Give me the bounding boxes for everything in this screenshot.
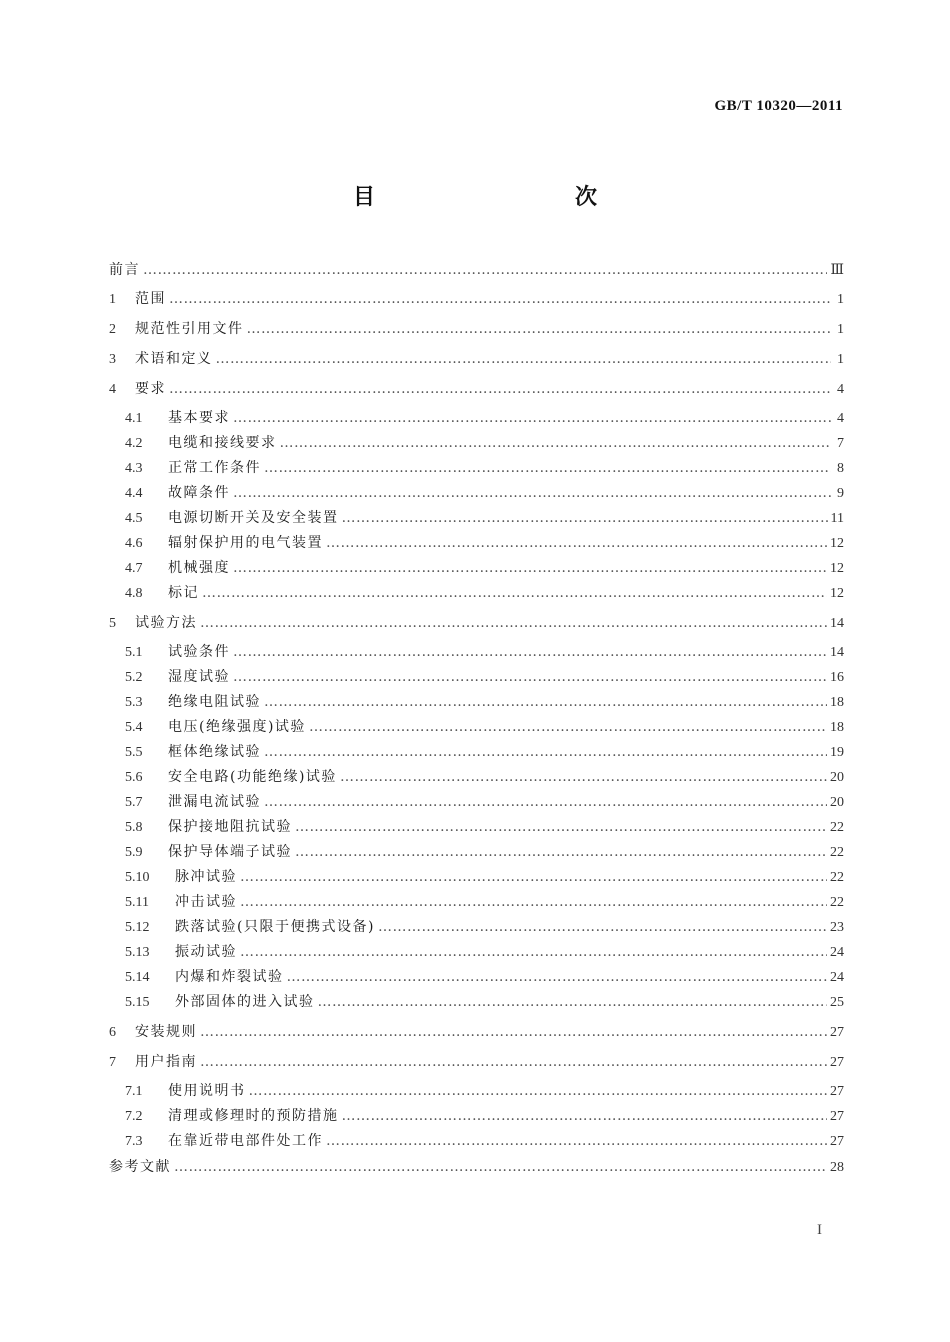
toc-entry[interactable] — [109, 665, 844, 690]
toc-entry-page: 1 — [837, 322, 844, 337]
toc-entry-page: 28 — [830, 1160, 844, 1175]
toc-entry-number: 5.12 — [125, 920, 150, 935]
toc-entry-page: 4 — [837, 411, 844, 426]
toc-entry-page: 1 — [837, 352, 844, 367]
toc-entry-label: 电缆和接线要求 — [168, 435, 277, 451]
toc-entry-label: 清理或修理时的预防措施 — [168, 1108, 339, 1124]
toc-leader-dots — [233, 640, 827, 665]
toc-entry[interactable] — [109, 790, 844, 815]
toc-entry-label: 正常工作条件 — [168, 460, 261, 476]
toc-entry-number: 4.2 — [125, 436, 143, 451]
toc-leader-dots — [233, 556, 827, 581]
toc-entry-page: 12 — [830, 536, 844, 551]
toc-entry-label: 内爆和炸裂试验 — [175, 969, 284, 985]
toc-entry-number: 1 — [109, 292, 116, 307]
toc-entry[interactable] — [109, 258, 844, 283]
toc-entry-number: 5.13 — [125, 945, 150, 960]
toc-entry-number: 6 — [109, 1025, 116, 1040]
toc-entry-page: 23 — [830, 920, 844, 935]
toc-entry-label: 试验条件 — [168, 644, 230, 660]
toc-leader-dots — [169, 377, 831, 402]
toc-entry-page: 9 — [837, 486, 844, 501]
toc-entry-number: 5.5 — [125, 745, 143, 760]
toc-leader-dots — [264, 740, 827, 765]
toc-leader-dots — [240, 890, 827, 915]
toc-entry-page: 14 — [830, 616, 844, 631]
toc-entry-page: 27 — [830, 1055, 844, 1070]
toc-leader-dots — [247, 317, 832, 342]
toc-leader-dots — [280, 431, 832, 456]
toc-entry-label: 泄漏电流试验 — [168, 794, 261, 810]
toc-entry-page: 22 — [830, 870, 844, 885]
toc-entry-page: 24 — [830, 945, 844, 960]
toc-entry-label: 试验方法 — [135, 615, 197, 631]
toc-entry-label: 安全电路(功能绝缘)试验 — [168, 769, 337, 785]
toc-entry[interactable] — [109, 1079, 844, 1104]
toc-leader-dots — [264, 790, 827, 815]
toc-entry-number: 5 — [109, 616, 116, 631]
toc-entry-label: 框体绝缘试验 — [168, 744, 261, 760]
toc-entry-page: 11 — [830, 511, 844, 526]
toc-entry[interactable] — [109, 406, 844, 431]
toc-entry-number: 5.10 — [125, 870, 150, 885]
toc-leader-dots — [264, 456, 831, 481]
toc-entry-label: 前言 — [109, 262, 140, 278]
toc-entry[interactable] — [109, 865, 844, 890]
toc-entry-number: 4.6 — [125, 536, 143, 551]
toc-leader-dots — [233, 665, 827, 690]
toc-entry[interactable] — [109, 915, 844, 940]
toc-entry-label: 保护接地阻抗试验 — [168, 819, 292, 835]
toc-entry-page: 22 — [830, 845, 844, 860]
toc-entry-page: 12 — [830, 586, 844, 601]
toc-entry-label: 电源切断开关及安全装置 — [168, 510, 339, 526]
toc-entry[interactable] — [109, 506, 844, 531]
toc-entry[interactable] — [109, 581, 844, 606]
toc-entry[interactable] — [109, 965, 844, 990]
toc-entry-number: 5.2 — [125, 670, 143, 685]
toc-entry[interactable] — [109, 715, 844, 740]
toc-entry-page: 1 — [837, 292, 844, 307]
toc-entry-label: 规范性引用文件 — [135, 321, 244, 337]
toc-entry[interactable] — [109, 456, 844, 481]
toc-entry-page: Ⅲ — [830, 263, 844, 278]
toc-entry-label: 故障条件 — [168, 485, 230, 501]
toc-entry[interactable] — [109, 317, 844, 342]
toc-leader-dots — [295, 815, 827, 840]
toc-entry-page: 20 — [830, 770, 844, 785]
toc-entry-number: 5.6 — [125, 770, 143, 785]
toc-entry-number: 5.4 — [125, 720, 143, 735]
toc-entry[interactable] — [109, 1155, 844, 1180]
toc-leader-dots — [200, 611, 827, 636]
toc-entry[interactable] — [109, 640, 844, 665]
toc-entry-label: 机械强度 — [168, 560, 230, 576]
toc-entry[interactable] — [109, 940, 844, 965]
toc-entry-page: 27 — [830, 1025, 844, 1040]
toc-entry-label: 标记 — [168, 585, 199, 601]
toc-entry-label: 用户指南 — [135, 1054, 197, 1070]
toc-leader-dots — [287, 965, 828, 990]
toc-entry-number: 4.3 — [125, 461, 143, 476]
toc-entry[interactable] — [109, 1129, 844, 1154]
toc-entry-label: 绝缘电阻试验 — [168, 694, 261, 710]
toc-entry[interactable] — [109, 815, 844, 840]
toc-leader-dots — [240, 940, 827, 965]
toc-entry-number: 4.7 — [125, 561, 143, 576]
toc-entry[interactable] — [109, 1020, 844, 1045]
toc-entry-page: 22 — [830, 820, 844, 835]
toc-entry-number: 5.3 — [125, 695, 143, 710]
toc-entry-number: 5.14 — [125, 970, 150, 985]
toc-leader-dots — [295, 840, 827, 865]
toc-entry-number: 5.7 — [125, 795, 143, 810]
toc-leader-dots — [233, 481, 831, 506]
toc-leader-dots — [174, 1155, 827, 1180]
toc-leader-dots — [264, 690, 827, 715]
toc-entry-label: 跌落试验(只限于便携式设备) — [175, 919, 375, 935]
toc-entry-label: 使用说明书 — [168, 1083, 246, 1099]
toc-entry[interactable] — [109, 377, 844, 402]
toc-entry[interactable] — [109, 690, 844, 715]
toc-entry-label: 参考文献 — [109, 1159, 171, 1175]
toc-entry-number: 5.9 — [125, 845, 143, 860]
toc-leader-dots — [200, 1020, 827, 1045]
toc-entry[interactable] — [109, 611, 844, 636]
toc-entry-label: 范围 — [135, 291, 166, 307]
toc-entry-label: 术语和定义 — [135, 351, 213, 367]
toc-entry-number: 7.2 — [125, 1109, 143, 1124]
toc-entry-page: 18 — [830, 695, 844, 710]
toc-entry[interactable] — [109, 556, 844, 581]
toc-entry-page: 8 — [837, 461, 844, 476]
toc-entry-page: 18 — [830, 720, 844, 735]
toc-leader-dots — [309, 715, 827, 740]
toc-entry-label: 基本要求 — [168, 410, 230, 426]
toc-leader-dots — [326, 1129, 827, 1154]
toc-entry[interactable] — [109, 431, 844, 456]
page-title: 目 次 — [352, 185, 649, 210]
standard-code: GB/T 10320—2011 — [714, 98, 843, 114]
toc-entry-number: 4 — [109, 382, 116, 397]
toc-entry-page: 24 — [830, 970, 844, 985]
toc-entry-number: 4.8 — [125, 586, 143, 601]
toc-entry[interactable] — [109, 740, 844, 765]
toc-entry-page: 14 — [830, 645, 844, 660]
toc-entry-label: 要求 — [135, 381, 166, 397]
toc-entry-page: 7 — [837, 436, 844, 451]
toc-leader-dots — [216, 347, 832, 372]
toc-entry[interactable] — [109, 531, 844, 556]
toc-entry-page: 20 — [830, 795, 844, 810]
page-number: I — [817, 1222, 822, 1238]
toc-entry-label: 电压(绝缘强度)试验 — [168, 719, 306, 735]
toc-leader-dots — [342, 506, 828, 531]
toc-entry-page: 22 — [830, 895, 844, 910]
toc-entry-number: 2 — [109, 322, 116, 337]
toc-entry[interactable] — [109, 1050, 844, 1075]
toc-entry-number: 4.5 — [125, 511, 143, 526]
toc-entry-label: 保护导体端子试验 — [168, 844, 292, 860]
toc-leader-dots — [342, 1104, 828, 1129]
toc-entry-number: 7.3 — [125, 1134, 143, 1149]
toc-entry[interactable] — [109, 347, 844, 372]
toc-entry-label: 安装规则 — [135, 1024, 197, 1040]
toc-leader-dots — [240, 865, 827, 890]
toc-leader-dots — [340, 765, 827, 790]
toc-entry-label: 振动试验 — [175, 944, 237, 960]
toc-entry-page: 16 — [830, 670, 844, 685]
toc-entry-page: 27 — [830, 1084, 844, 1099]
toc-entry-page: 25 — [830, 995, 844, 1010]
toc-entry-label: 外部固体的进入试验 — [175, 994, 315, 1010]
toc-leader-dots — [233, 406, 831, 431]
toc-entry[interactable] — [109, 765, 844, 790]
toc-entry-number: 4.1 — [125, 411, 143, 426]
toc-entry[interactable] — [109, 990, 844, 1015]
toc-leader-dots — [318, 990, 828, 1015]
toc-entry-page: 12 — [830, 561, 844, 576]
toc-entry-label: 辐射保护用的电气装置 — [168, 535, 323, 551]
toc-entry-number: 5.8 — [125, 820, 143, 835]
toc-entry-number: 5.15 — [125, 995, 150, 1010]
toc-entry-label: 湿度试验 — [168, 669, 230, 685]
toc-entry-number: 7.1 — [125, 1084, 143, 1099]
toc-entry-page: 19 — [830, 745, 844, 760]
toc-leader-dots — [143, 258, 827, 283]
toc-entry[interactable] — [109, 840, 844, 865]
toc-entry-number: 4.4 — [125, 486, 143, 501]
toc-entry-label: 冲击试验 — [175, 894, 237, 910]
toc-entry-page: 4 — [837, 382, 844, 397]
toc-leader-dots — [326, 531, 827, 556]
toc-leader-dots — [169, 287, 831, 312]
toc-entry[interactable] — [109, 890, 844, 915]
toc-leader-dots — [378, 915, 827, 940]
toc-entry[interactable] — [109, 287, 844, 312]
toc-leader-dots — [200, 1050, 827, 1075]
toc-entry-label: 脉冲试验 — [175, 869, 237, 885]
toc-entry-number: 7 — [109, 1055, 116, 1070]
toc-leader-dots — [249, 1079, 828, 1104]
toc-entry-number: 5.11 — [125, 895, 149, 910]
toc-entry[interactable] — [109, 481, 844, 506]
toc-entry-page: 27 — [830, 1134, 844, 1149]
toc-entry-number: 3 — [109, 352, 116, 367]
toc-entry-page: 27 — [830, 1109, 844, 1124]
toc-leader-dots — [202, 581, 827, 606]
toc-entry[interactable] — [109, 1104, 844, 1129]
toc-entry-number: 5.1 — [125, 645, 143, 660]
toc-entry-label: 在靠近带电部件处工作 — [168, 1133, 323, 1149]
